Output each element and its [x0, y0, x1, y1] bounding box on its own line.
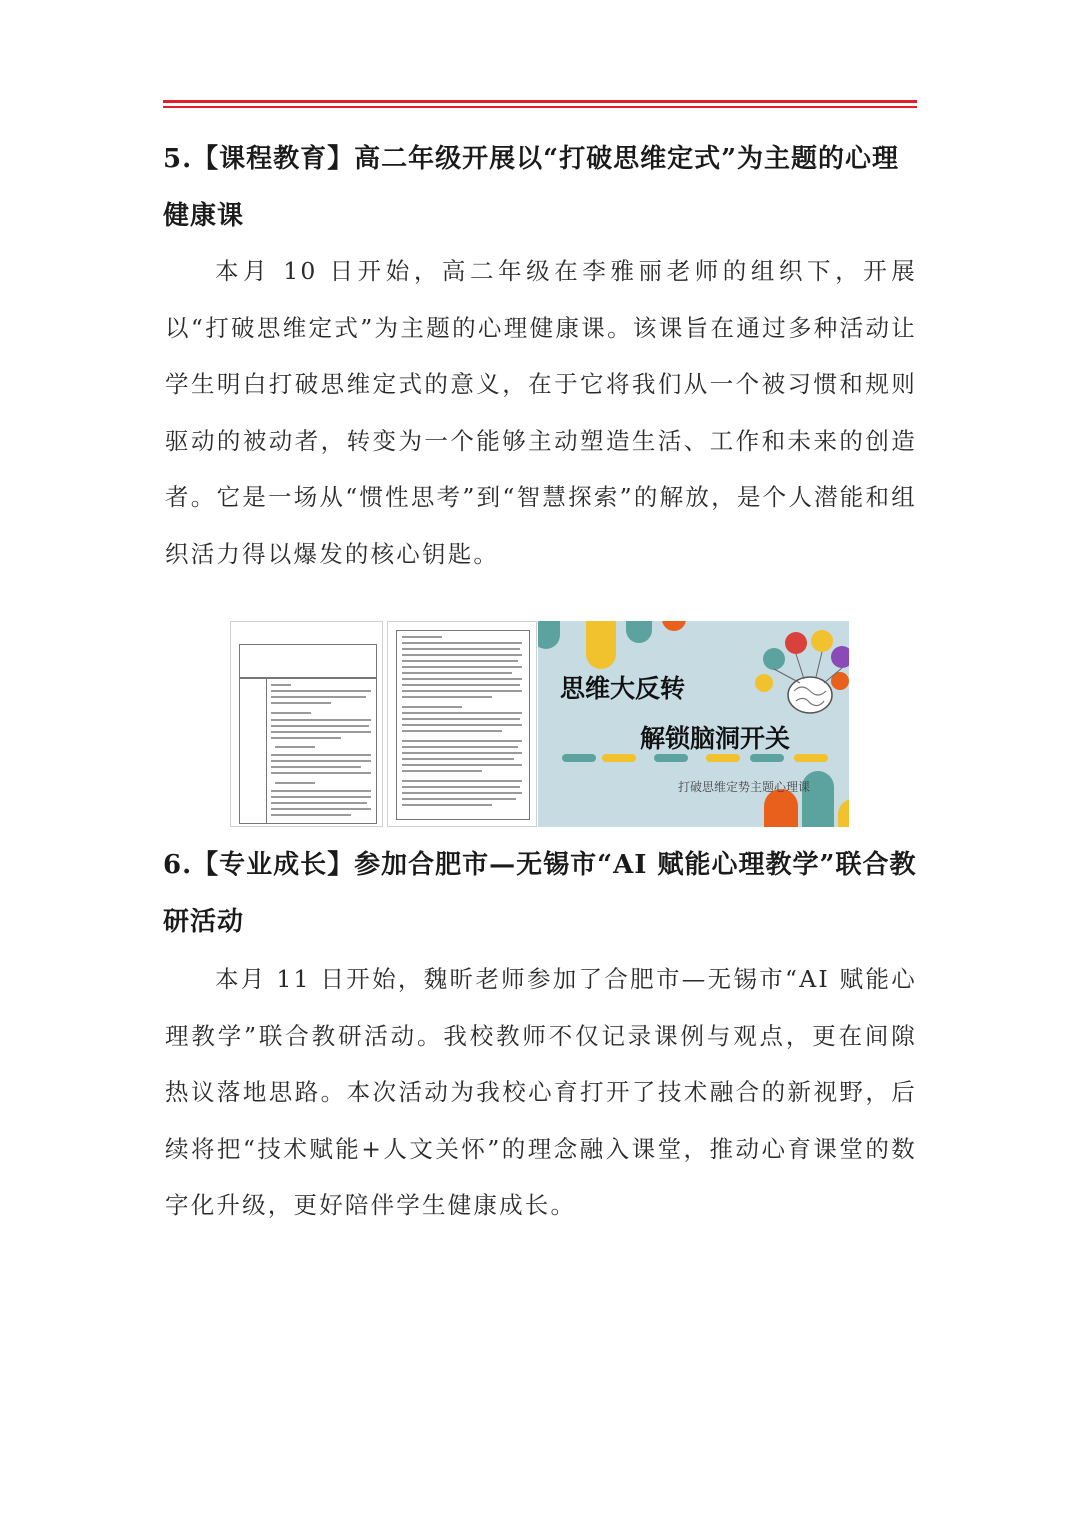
slide-title-line2: 解锁脑洞开关: [640, 724, 791, 753]
section-6-paragraph: 本月 11 日开始，魏昕老师参加了合肥市—无锡市“AI 赋能心理教学”联合教研活动。我校教师不仅记录课例与观点，更在间隙热议落地思路。本次活动为我校心育打开了技术融合的新视野，后续将把“技术赋能+人文关怀”的理念融入课堂，推动心育课堂的数字化升级，更好陪伴学生健康成长。: [165, 965, 917, 1219]
header-rule-thick: [163, 100, 917, 103]
section-6-heading: 6.【专业成长】参加合肥市—无锡市“AI 赋能心理教学”联合教研活动: [163, 850, 917, 937]
lesson-plan-page-1-image: [230, 621, 383, 827]
lesson-plan-page-2-image: [387, 621, 537, 827]
header-rule-thin: [163, 106, 917, 108]
slide-subtitle: 打破思维定势主题心理课: [678, 780, 811, 794]
section-5-paragraph: 本月 10 日开始，高二年级在李雅丽老师的组织下，开展以“打破思维定式”为主题的心理健康课。该课旨在通过多种活动让学生明白打破思维定式的意义，在于它将我们从一个被习惯和规则驱动的被动者，转变为一个能够主动塑造生活、工作和未来的创造者。它是一场从“惯性思考”到“智慧探索”的解放，是个人潜能和组织活力得以爆发的核心钥匙。: [165, 257, 917, 568]
lesson-images: [230, 621, 849, 827]
lesson-slide-image: [538, 621, 849, 827]
lesson-plan-table: [239, 644, 377, 678]
slide-title-line1: 思维大反转: [560, 674, 686, 703]
section-5-heading: 5.【课程教育】高二年级开展以“打破思维定式”为主题的心理健康课: [163, 144, 900, 231]
